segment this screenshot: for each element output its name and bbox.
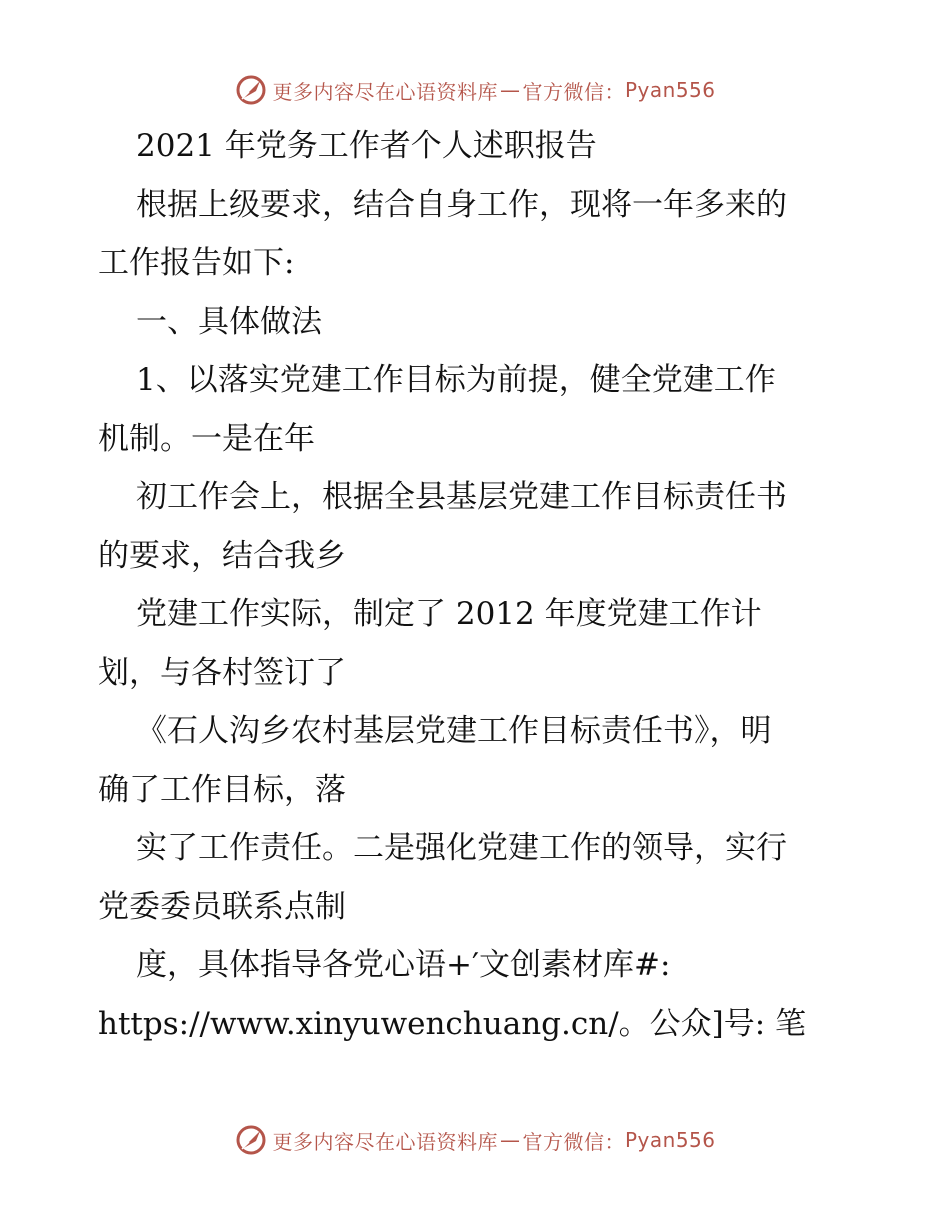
text-line: https://www.xinyuwenchuang.cn/。公众]号: 笔 [98,1005,807,1042]
section-heading: 一、具体做法 [136,303,322,340]
watermark-contact-id: Pyan556 [624,78,716,102]
text-line: 确了工作目标，落 [98,771,346,808]
footer-watermark [0,1120,950,1160]
watermark-separator: — [499,1128,521,1152]
text-line: 党建工作实际，制定了 2012 年度党建工作计 [136,596,762,632]
quill-logo-icon [234,1123,268,1157]
watermark-contact-label: 官方微信： [522,79,625,104]
text-line: 的要求，结合我乡 [98,537,346,574]
watermark-contact-label: 官方微信： [522,1129,625,1154]
text-line: 党委委员联系点制 [98,888,346,925]
text-line: 划，与各村签订了 [98,654,346,691]
text-line: 度，具体指导各党心语+′文创素材库#: [136,947,671,983]
watermark-main-text: 更多内容尽在心语资料库 [272,79,498,104]
text-line: 根据上级要求，结合自身工作，现将一年多来的 [136,186,787,223]
watermark-main-text: 更多内容尽在心语资料库 [272,1129,498,1154]
watermark-separator: — [499,78,521,102]
quill-logo-icon [234,73,268,107]
header-watermark [0,70,950,110]
watermark-contact-id: Pyan556 [624,1128,716,1152]
text-line: 《石人沟乡农村基层党建工作目标责任书》，明 [136,713,772,749]
text-line: 实了工作责任。二是强化党建工作的领导，实行 [136,830,787,866]
document-title: 2021 年党务工作者个人述职报告 [136,128,597,164]
text-line: 1、以落实党建工作目标为前提，健全党建工作 [136,362,776,398]
text-line: 初工作会上，根据全县基层党建工作目标责任书 [136,479,787,515]
text-line: 工作报告如下: [98,245,295,281]
text-line: 机制。一是在年 [98,420,315,457]
document-body [98,117,858,1053]
